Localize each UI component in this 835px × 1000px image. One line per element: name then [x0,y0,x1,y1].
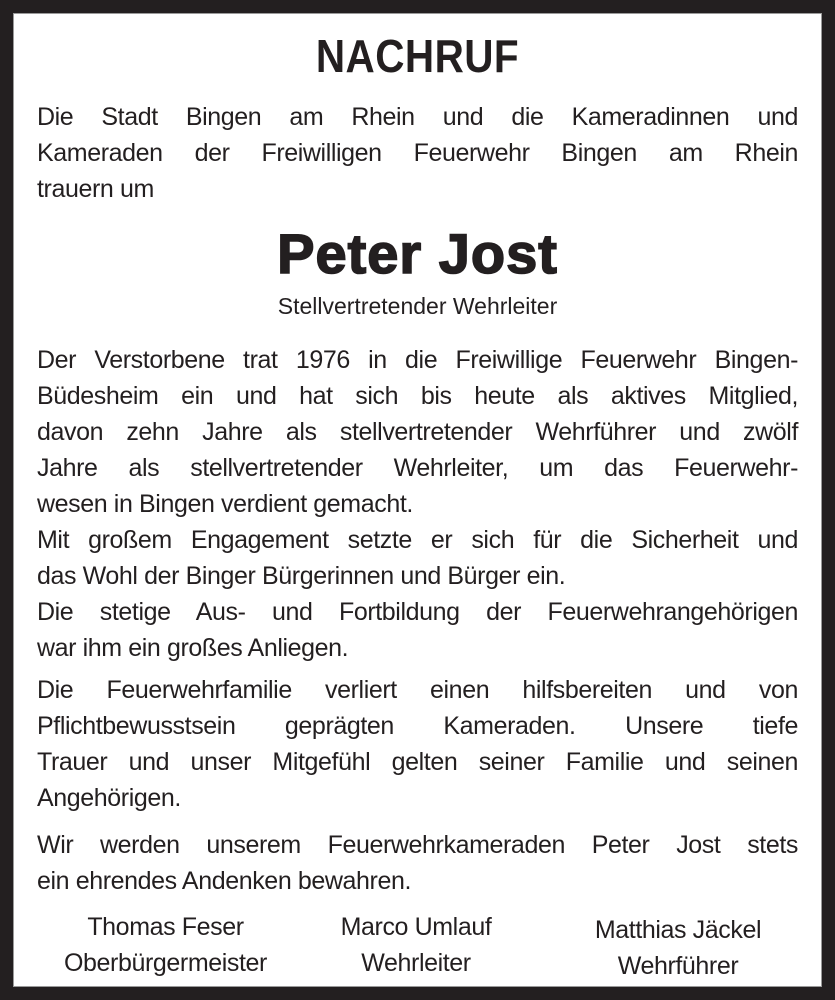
deceased-name: Peter Jost [277,222,558,285]
closing-line: ein ehrendes Andenken bewahren. [37,867,412,895]
condolence-line: Angehörigen. [37,784,181,812]
signatures [33,909,803,989]
condolence-paragraph [37,672,798,816]
signatory-title: Wehrführer [617,952,739,980]
signatory [305,909,527,981]
biography-line: das Wohl der Binger Bürgerinnen und Bürger ein. [37,562,566,590]
biography-line: Die stetige Aus- und Fortbildung der Feuerwehrangehörigen [37,598,798,626]
closing-line: Wir werden unserem Feuerwehrkameraden Peter Jost stets [37,831,798,859]
signatory-title: Oberbürgermeister [63,949,267,977]
condolence-line: Trauer und unser Mitgefühl gelten seiner Familie und seinen [37,748,798,776]
biography-line: war ihm ein großes Anliegen. [37,634,349,662]
signatory-name: Thomas Feser [87,913,244,941]
biography-line: Der Verstorbene trat 1976 in die Freiwillige Feuerwehr Bingen- [37,346,798,374]
biography-paragraph [37,342,798,666]
biography-line: davon zehn Jahre als stellvertretender Wehrführer und zwölf [37,418,798,446]
condolence-line: Die Feuerwehrfamilie verliert einen hilfsbereiten und von [37,676,798,704]
biography-line: wesen in Bingen verdient gemacht. [37,490,413,518]
notice-title: NACHRUF [315,30,520,82]
condolence-line: Pflichtbewusstsein geprägten Kameraden. Unsere tiefe [37,712,798,740]
obituary-panel [13,13,822,987]
intro-paragraph [37,99,798,207]
closing-paragraph [37,827,798,899]
intro-line: Kameraden der Freiwilligen Feuerwehr Bingen am Rhein [37,139,798,167]
deceased-role: Stellvertretender Wehrleiter [277,293,558,319]
signatory-name: Matthias Jäckel [594,916,762,944]
signatory-title: Wehrleiter [361,949,471,977]
biography-line: Mit großem Engagement setzte er sich für die Sicherheit und [37,526,798,554]
intro-line: trauern um [37,175,154,203]
signatory-name: Marco Umlauf [340,913,492,941]
signatory [33,909,298,981]
biography-line: Jahre als stellvertretender Wehrleiter, um das Feuerwehr- [37,454,798,482]
biography-line: Büdesheim ein und hat sich bis heute als aktives Mitglied, [37,382,798,410]
signatory [563,912,793,984]
intro-line: Die Stadt Bingen am Rhein und die Kameradinnen und [37,103,798,131]
